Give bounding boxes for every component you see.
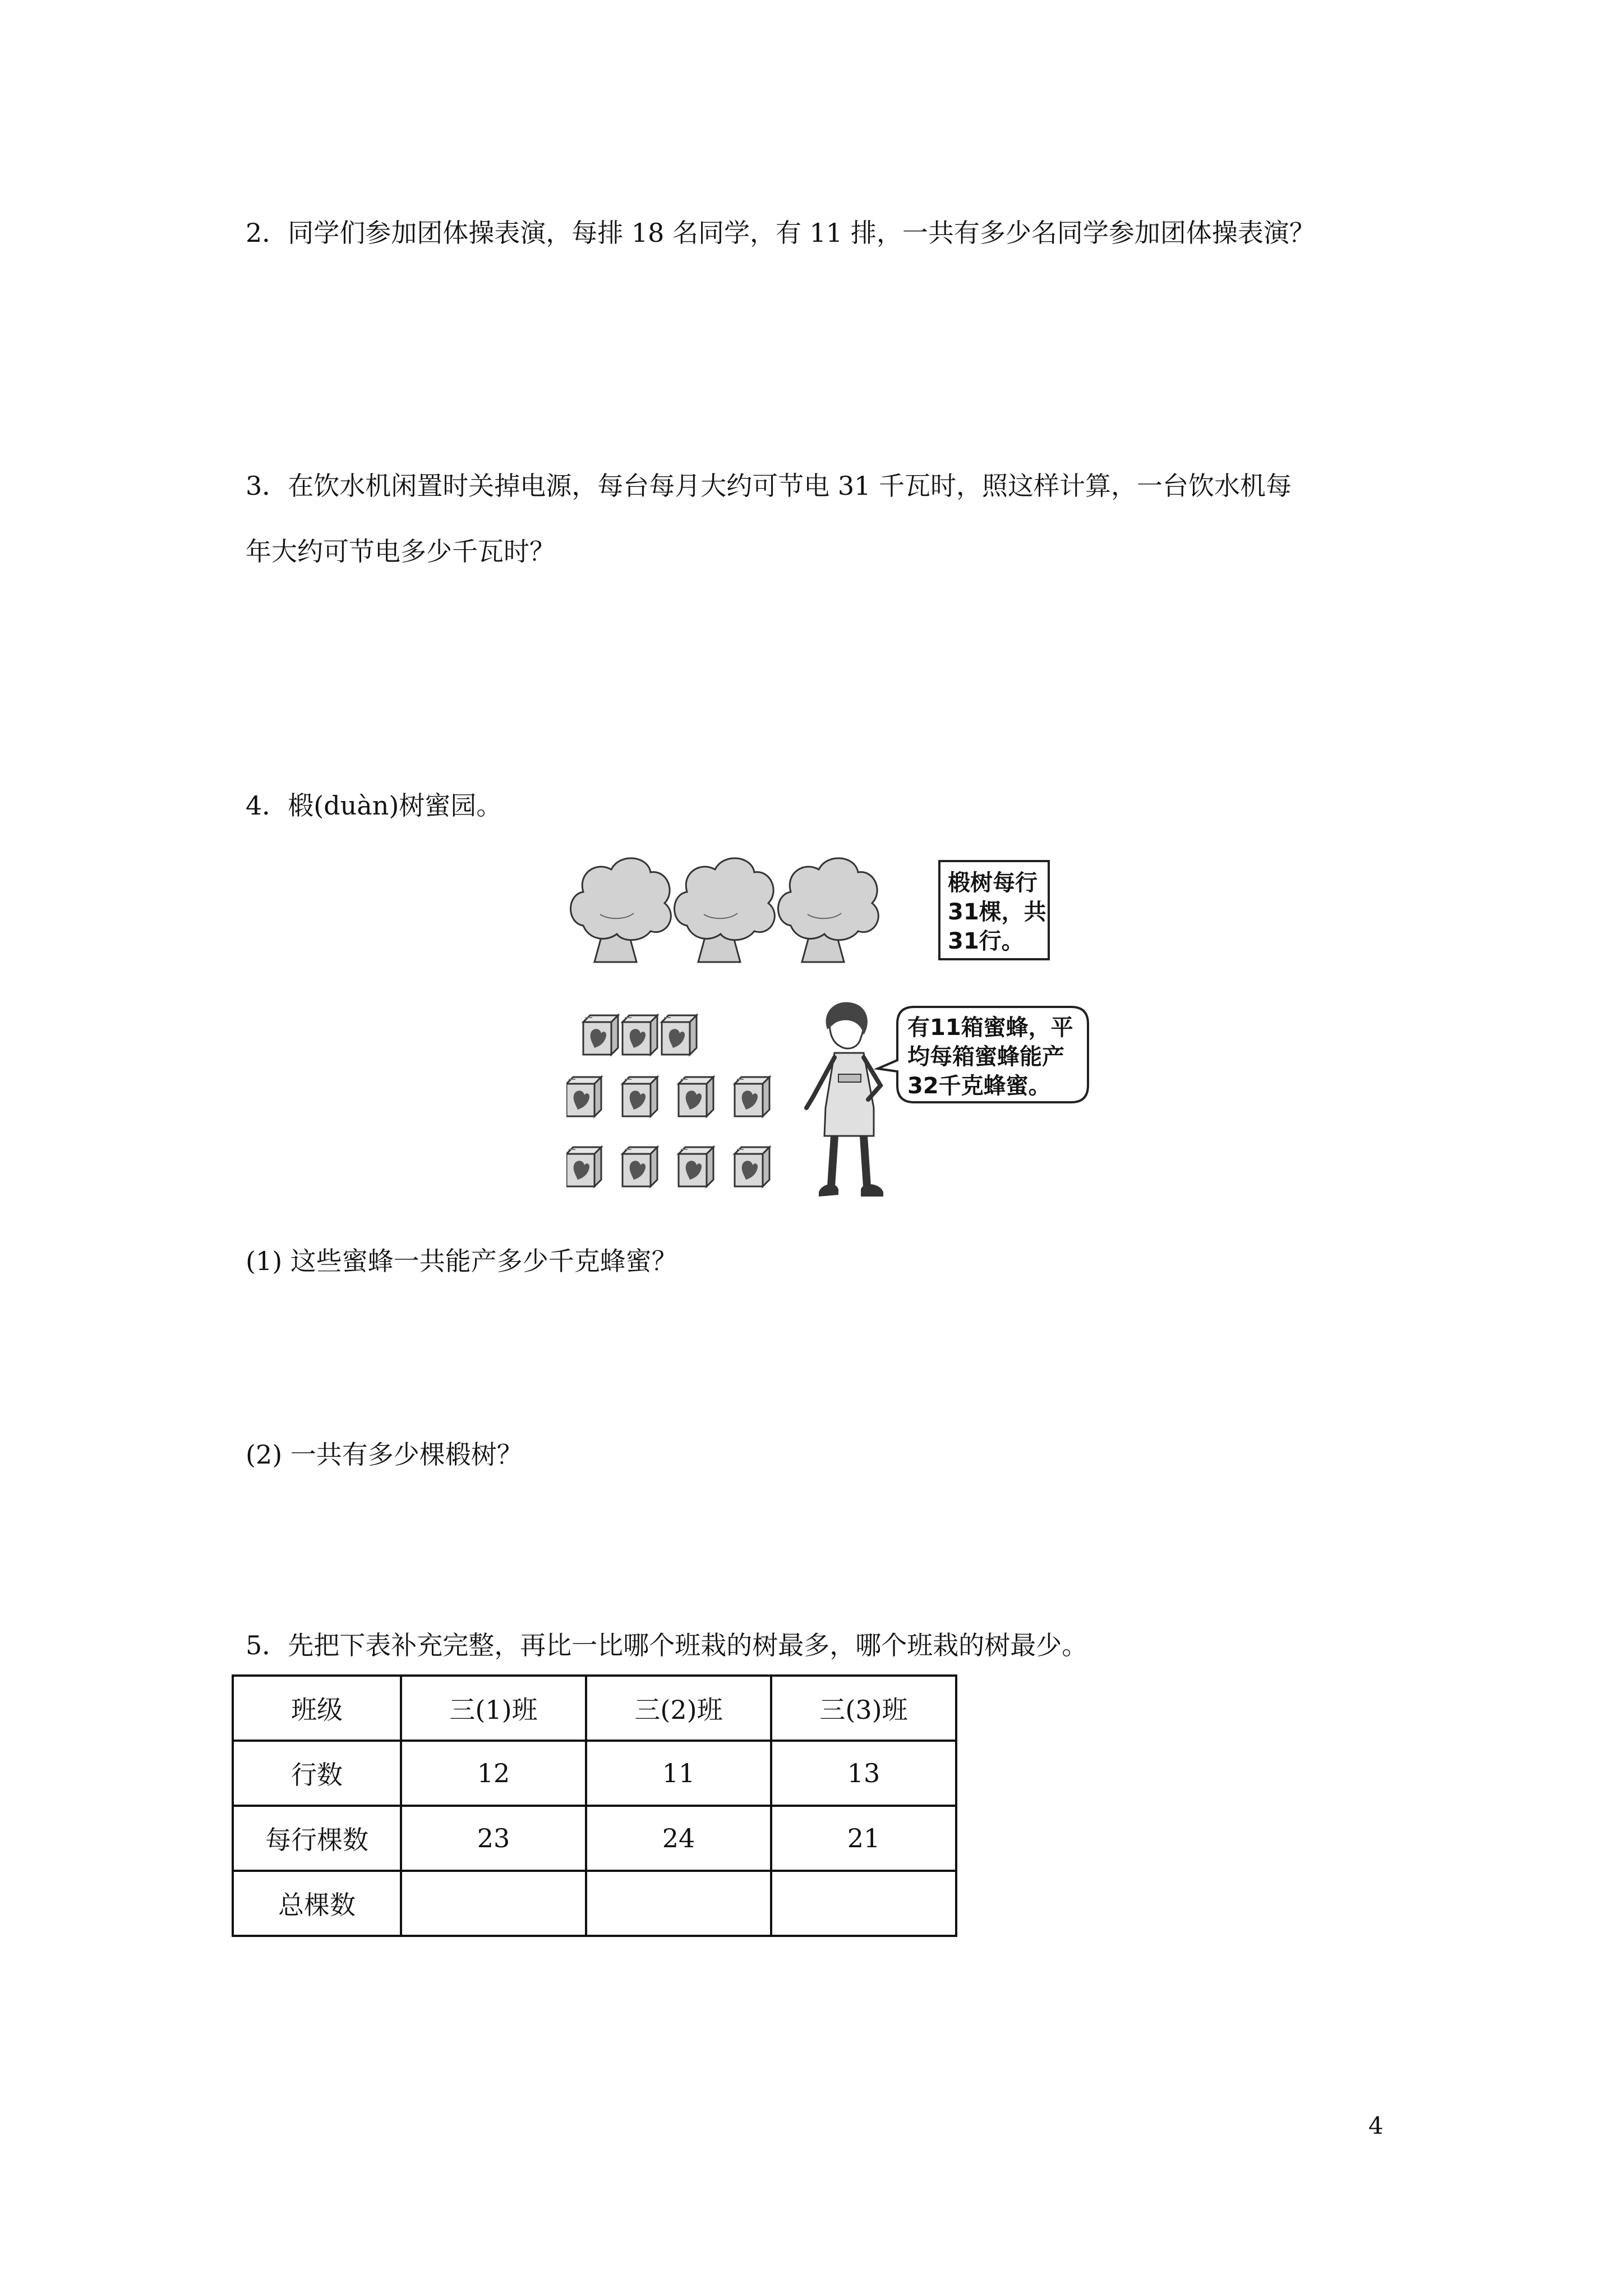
answer-cell[interactable] bbox=[401, 1871, 586, 1936]
beehive-icon bbox=[679, 1077, 713, 1116]
table-header-row bbox=[233, 1676, 956, 1741]
table-cell: 13 bbox=[771, 1741, 956, 1806]
table-cell: 三(3)班 bbox=[771, 1676, 956, 1741]
beehive-icon bbox=[735, 1077, 769, 1116]
table-cell: 11 bbox=[586, 1741, 771, 1806]
beehive-icon bbox=[735, 1147, 769, 1186]
question-2: 2．同学们参加团体操表演，每排 18 名同学，有 11 排，一共有多少名同学参加团体操表演？ bbox=[246, 218, 1315, 248]
speech-line-2: 均每箱蜜蜂能产 bbox=[907, 1044, 1064, 1070]
table-cell: 三(2)班 bbox=[586, 1676, 771, 1741]
tree-note-line-3: 31行。 bbox=[948, 928, 1024, 954]
beehive-icon bbox=[679, 1147, 713, 1186]
answer-cell[interactable] bbox=[771, 1871, 956, 1936]
table-cell: 总棵数 bbox=[233, 1871, 401, 1936]
question-5: 5．先把下表补充完整，再比一比哪个班栽的树最多，哪个班栽的树最少。 bbox=[246, 1630, 1088, 1660]
question-4: 4．椴(duàn)树蜜园。 bbox=[246, 790, 502, 821]
beehive-icon bbox=[566, 1077, 601, 1116]
question-3-line-2: 年大约可节电多少千瓦时？ bbox=[246, 536, 555, 567]
beekeeper-figure bbox=[806, 1002, 883, 1197]
beehive-icon bbox=[623, 1077, 657, 1116]
tree-icon bbox=[571, 858, 671, 962]
answer-cell[interactable] bbox=[586, 1871, 771, 1936]
speech-line-3: 32千克蜂蜜。 bbox=[907, 1073, 1051, 1099]
table-cell: 24 bbox=[586, 1806, 771, 1871]
beehive-icon bbox=[566, 1147, 601, 1186]
table-row bbox=[233, 1806, 956, 1871]
tree-note-line-1: 椴树每行 bbox=[948, 870, 1038, 896]
table-cell: 23 bbox=[401, 1806, 586, 1871]
tree-icon bbox=[675, 858, 775, 962]
question-4-part-1: (1) 这些蜜蜂一共能产多少千克蜂蜜？ bbox=[246, 1246, 677, 1276]
beehive-icon bbox=[583, 1015, 618, 1055]
table-row bbox=[233, 1871, 956, 1936]
tree-icon bbox=[778, 858, 879, 962]
page-number: 4 bbox=[1368, 2112, 1384, 2139]
question-3-line-1: 3．在饮水机闲置时关掉电源，每台每月大约可节电 31 千瓦时，照这样计算，一台饮水机每 bbox=[246, 471, 1292, 501]
beehive-icon bbox=[662, 1015, 697, 1055]
speech-line-1: 有11箱蜜蜂，平 bbox=[907, 1015, 1073, 1041]
table-cell: 每行棵数 bbox=[233, 1806, 401, 1871]
question-4-part-2: (2) 一共有多少棵椴树？ bbox=[246, 1439, 523, 1470]
basswood-honey-garden-illustration bbox=[566, 844, 1105, 1217]
table-cell: 三(1)班 bbox=[401, 1676, 586, 1741]
tree-planting-table bbox=[232, 1674, 957, 1937]
beehive-icon bbox=[623, 1147, 657, 1186]
table-cell: 行数 bbox=[233, 1741, 401, 1806]
table-cell: 班级 bbox=[233, 1676, 401, 1741]
table-cell: 21 bbox=[771, 1806, 956, 1871]
beehive-icon bbox=[623, 1015, 657, 1055]
tree-note-line-2: 31棵，共 bbox=[948, 899, 1046, 925]
table-row bbox=[233, 1741, 956, 1806]
table-cell: 12 bbox=[401, 1741, 586, 1806]
